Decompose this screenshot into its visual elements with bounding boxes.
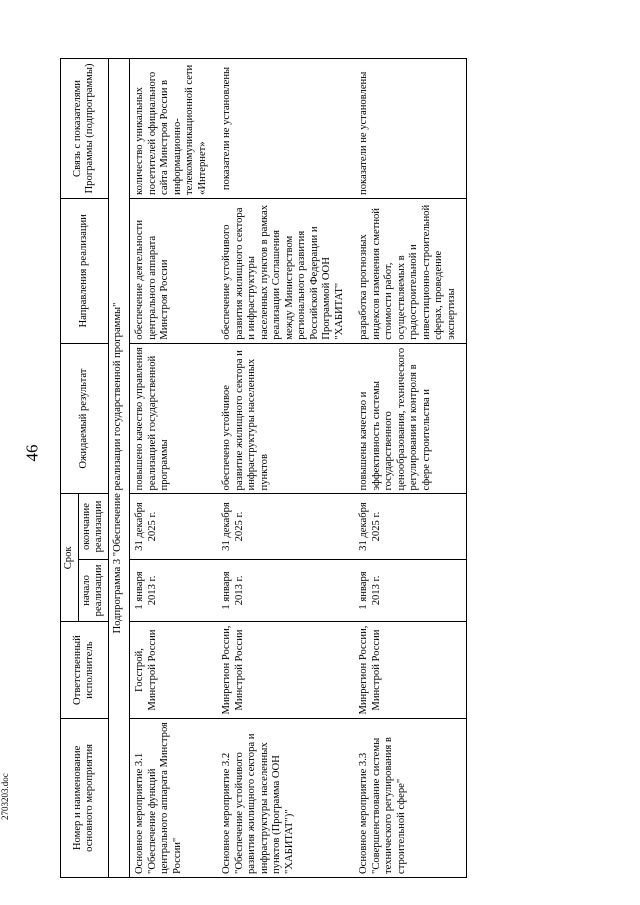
program-table [60,58,467,878]
row-executor: Госстрой, Минстрой России [130,622,218,718]
row-name: Основное мероприятие 3.2 "Обеспечение устойчивого развития жилищного сектора и инфраструктуры населенных пунктов (Программа ООН "ХАБИТАТ")" [217,718,354,877]
table-row [217,59,354,878]
page-number: 46 [22,444,42,462]
row-result: обеспечено устойчивое развитие жилищного сектора и инфраструктуры населенных пунктов [217,343,354,494]
table-row [354,59,467,878]
header-direction: Направления реализации [61,198,109,343]
row-result: повышено качество управления реализацией государственной программы [130,343,218,494]
subprogram-title: Подпрограмма 3 "Обеспечение реализации государственной программы" [108,59,130,878]
header-start: начало реализации [78,559,108,622]
row-name: Основное мероприятие 3.1 "Обеспечение функций центрального аппарата Минстроя России" [130,718,218,877]
row-link: показатели не установлены [217,59,354,199]
header-link: Связь с показателями Программы (подпрограммы) [61,59,109,199]
row-end: 31 декабря 2025 г. [217,494,354,559]
header-term: Срок [61,494,79,622]
header-row-1 [61,59,79,878]
footer-filename: 2703203.doc [0,773,10,820]
row-direction: обеспечение деятельности центрального аппарата Минстроя России [130,198,218,343]
row-start: 1 января 2013 г. [354,559,467,622]
row-direction: разработка прогнозных индексов изменения сметной стоимости работ, осуществляемых в градостроительной и инвестиционно-строительной сферах, проведение экспертизы [354,198,467,343]
row-result: повышены качество и эффективность системы государственного ценообразования, технического регулирования и контроля в сфере строительства и [354,343,467,494]
row-start: 1 января 2013 г. [217,559,354,622]
header-result: Ожидаемый результат [61,343,109,494]
rotated-table-container [60,58,580,878]
row-executor: Минрегион России, Минстрой России [354,622,467,718]
row-end: 31 декабря 2025 г. [130,494,218,559]
row-end: 31 декабря 2025 г. [354,494,467,559]
row-start: 1 января 2013 г. [130,559,218,622]
row-link: показатели не установлены [354,59,467,199]
header-name: Номер и наименование основного мероприятия [61,718,109,877]
table-row [130,59,218,878]
row-executor: Минрегион России, Минстрой России [217,622,354,718]
row-direction: обеспечение устойчивого развития жилищного сектора и инфраструктуры населенных пунктов в рамках реализации Соглашения между Министерством регионального развития Российской Федерации и Программой ООН "ХАБИТАТ" [217,198,354,343]
row-link: количество уникальных посетителей официального сайта Минстроя России в информационно-телекоммуникационной сети «Интернет» [130,59,218,199]
header-end: окончание реализации [78,494,108,559]
header-executor: Ответственный исполнитель [61,622,109,718]
row-name: Основное мероприятие 3.3 "Совершенствование системы технического регулирования в строительной сфере" [354,718,467,877]
subprogram-row [108,59,130,878]
